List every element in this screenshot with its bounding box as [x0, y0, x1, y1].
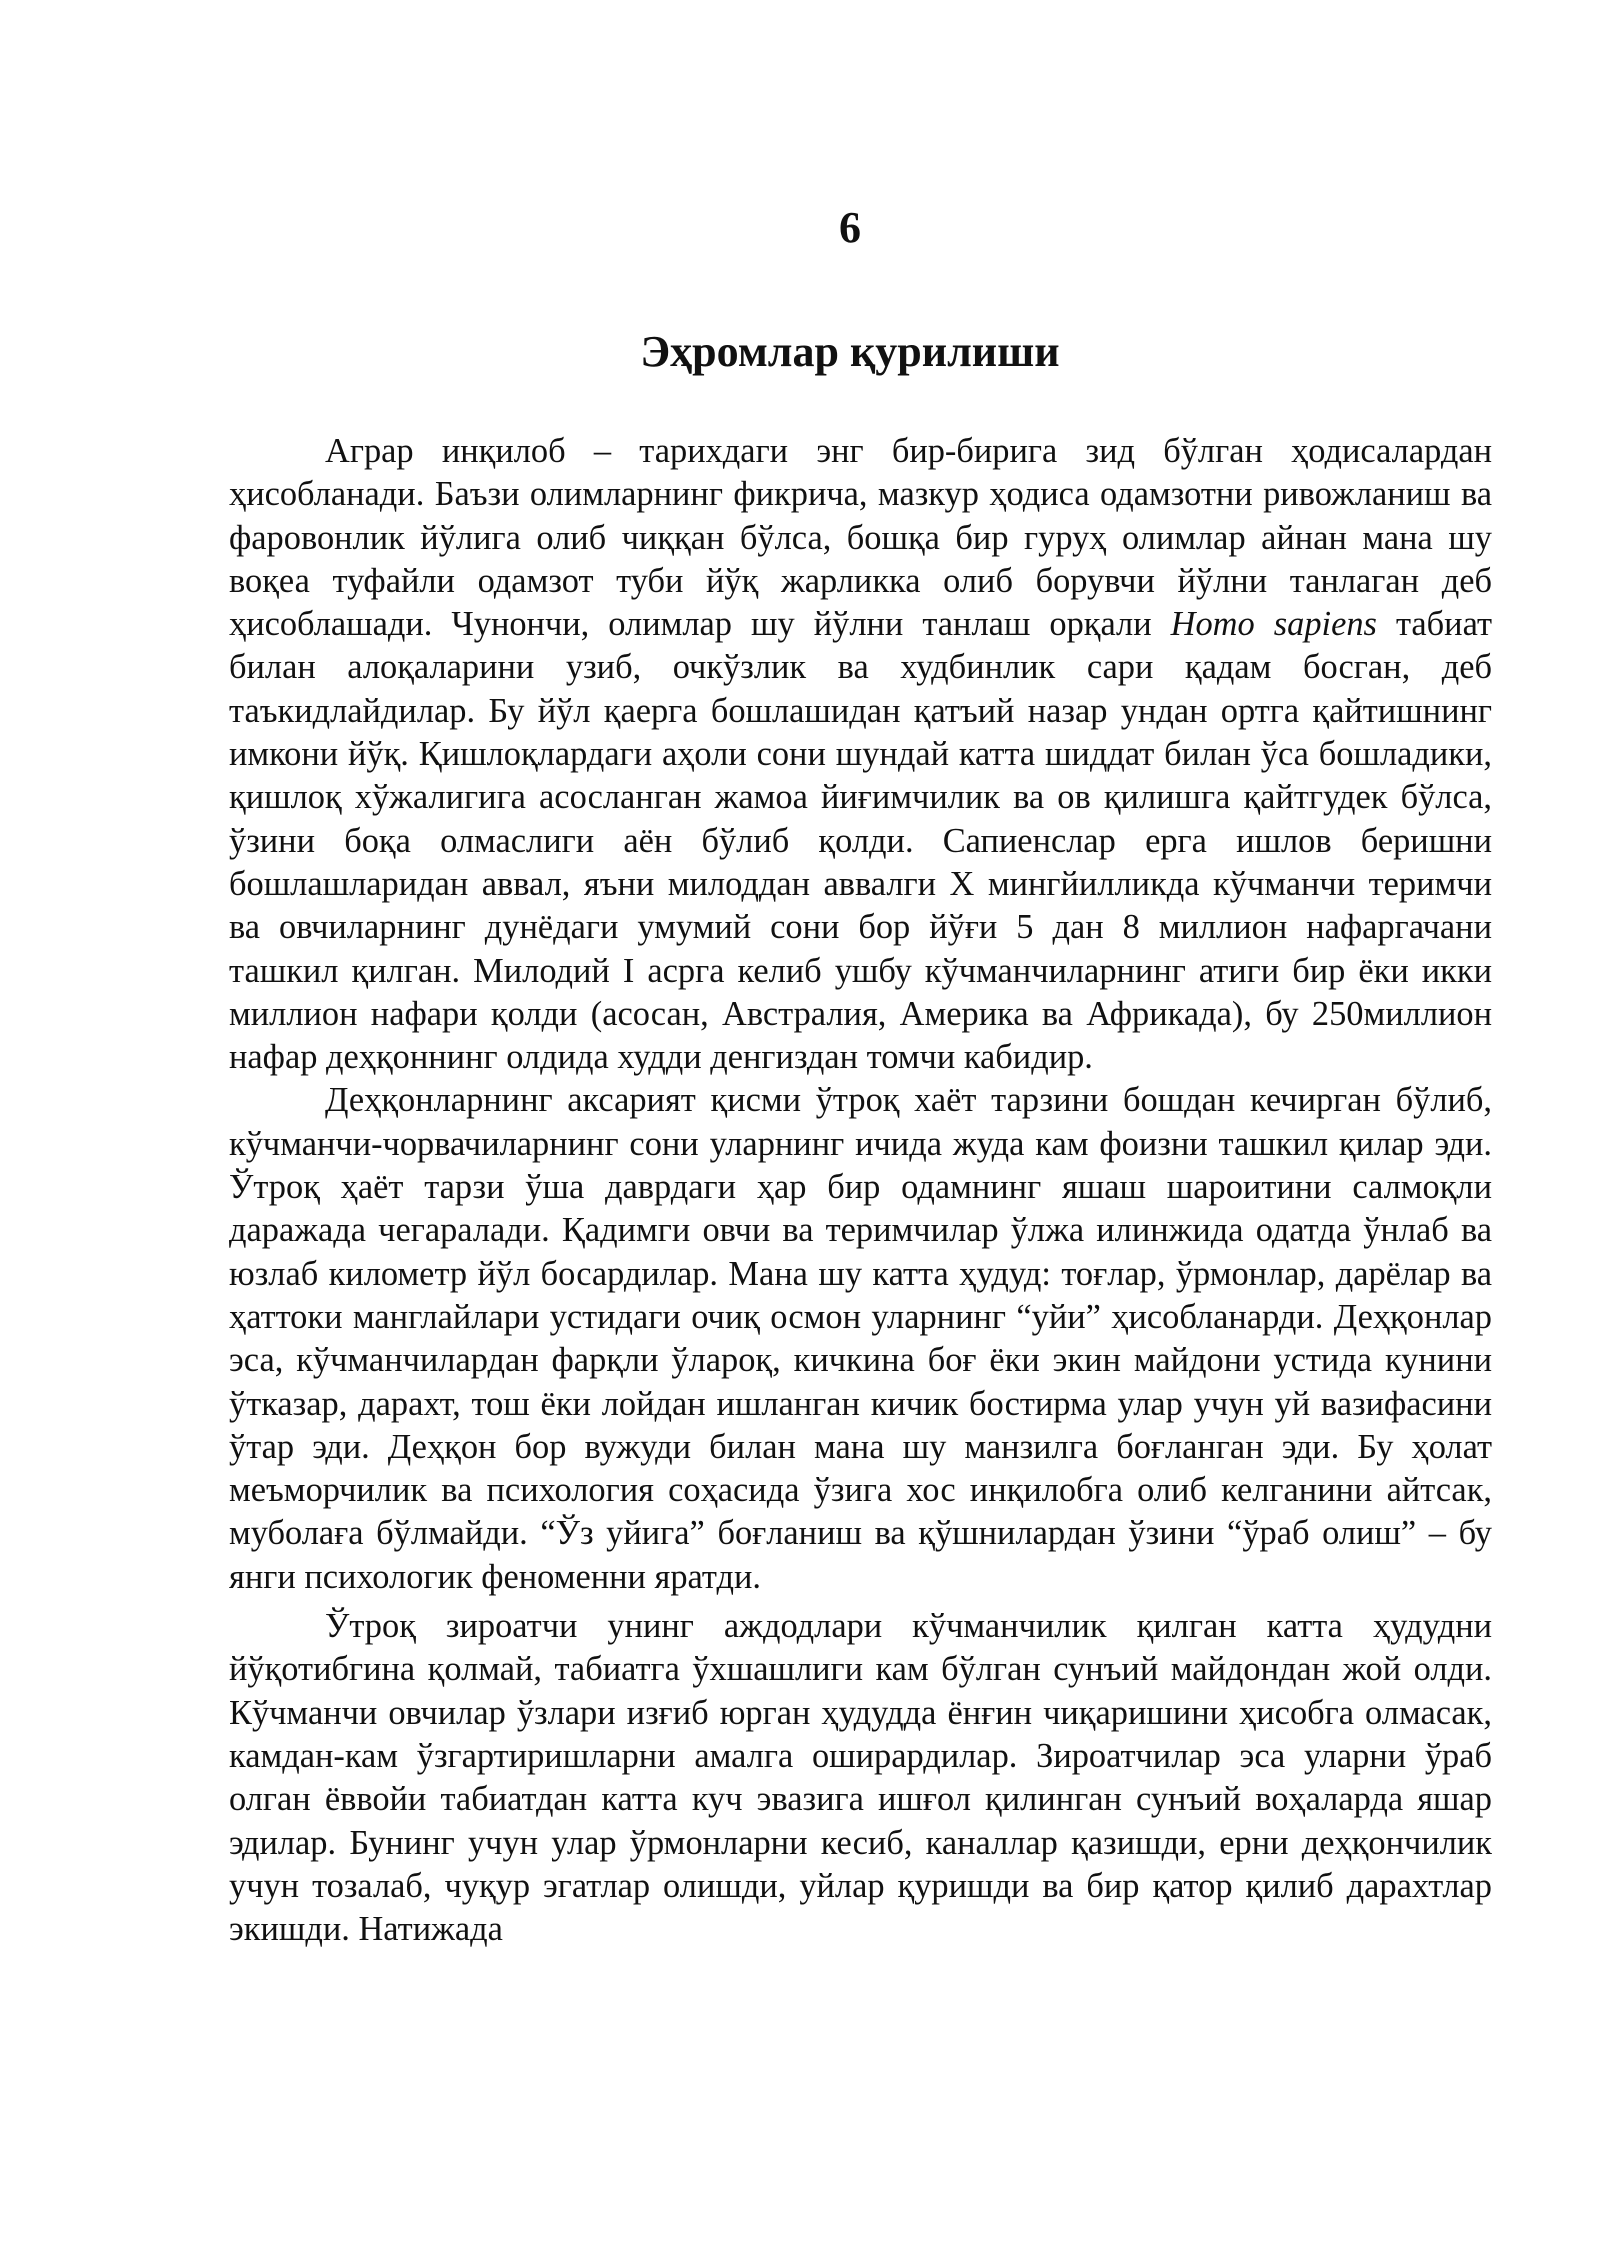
- paragraph-1-text-start: Аграр инқилоб – тарихдаги энг бир-бирига зид бўлган ҳодисалардан ҳисобланади. Баъзи олимларнинг фикрича, мазкур ҳодиса одамзотни ривожланиш ва фаровонлик йўлига олиб чиққан бўлса, бошқа бир гуруҳ олимлар айнан мана шу воқеа туфайли одамзот туби йўқ жарликка олиб борувчи йўлни танлаган деб ҳисоблашади. Чунончи, олимлар шу йўлни танлаш орқали: [229, 432, 1492, 644]
- paragraph-3: Ўтроқ зироатчи унинг аждодлари кўчманчилик қилган катта ҳудудни йўқотибгина қолмай, табиатга ўхшашлиги кам бўлган сунъий майдондан жой олди. Кўчманчи овчилар ўзлари изғиб юрган ҳудудда ёнғин чиқаришини ҳисобга олмасак, камдан-кам ўзгартиришларни амалга оширардилар. Зироатчилар эса уларни ўраб олган ёввойи табиатдан катта куч эвазига ишғол қилинган сунъий воҳаларда яшар эдилар. Бунинг учун улар ўрмонларни кесиб, каналлар қазишди, ерни деҳқончилик учун тозалаб, чуқур эгатлар олишди, уйлар қуришди ва бир қатор қилиб дарахтлар экишди. Натижада: [229, 1607, 1492, 1949]
- paragraph-1-text-end: табиат билан алоқаларини узиб, очкўзлик ва худбинлик сари қадам босган, деб таъкидлайдилар. Бу йўл қаерга бошлашидан қатъий назар ундан ортга қайтишнинг имкони йўқ. Қишлоқлардаги аҳоли сони шундай катта шиддат билан ўса бошладики, қишлоқ хўжалигига асосланган жамоа йиғимчилик ва ов қилишга қайтгудек бўлса, ўзини боқа олмаслиги аён бўлиб қолди. Сапиенслар ерга ишлов беришни бошлашларидан аввал, яъни милоддан аввалги X мингйилликда кўчманчи теримчи ва овчиларнинг дунёдаги умумий сони бор йўғи 5 дан 8 миллион нафаргачани ташкил қилган. Милодий I асрга келиб ушбу кўчманчиларнинг атиги бир ёки икки миллион нафари қолди (асосан, Австралия, Америка ва Африкада), бу 250миллион нафар деҳқоннинг олдида худди денгиздан томчи кабидир.: [229, 605, 1492, 1077]
- paragraph-2: Деҳқонларнинг аксарият қисми ўтроқ хаёт тарзини бошдан кечирган бўлиб, кўчманчи-чорвачиларнинг сони уларнинг ичида жуда кам фоизни ташкил қилар эди. Ўтроқ ҳаёт тарзи ўша даврдаги ҳар бир одамнинг яшаш шароитини салмоқли даражада чегаралади. Қадимги овчи ва теримчилар ўлжа илинжида одатда ўнлаб ва юзлаб километр йўл босардилар. Мана шу катта ҳудуд: тоғлар, ўрмонлар, дарёлар ва ҳаттоки манглайлари устидаги очиқ осмон уларнинг “уйи” ҳисобланарди. Деҳқонлар эса, кўчманчилардан фарқли ўлароқ, кичкина боғ ёки экин майдони устида кунини ўтказар, дарахт, тош ёки лойдан ишланган кичик бостирма улар учун уй вазифасини ўтар эди. Деҳқон бор вужуди билан мана шу манзилга боғланган эди. Бу ҳолат меъморчилик ва психология соҳасида ўзига хос инқилобга олиб келганини айтсак, муболаға бўлмайди. “Ўз уйига” боғланиш ва қўшнилардан ўзини “ўраб олиш” – бу янги психологик феноменни яратди.: [229, 1081, 1492, 1596]
- paragraph-1: [229, 430, 1492, 1079]
- chapter-number: 6: [839, 203, 861, 252]
- chapter-title: Эҳромлар қурилиши: [640, 327, 1060, 376]
- species-name-italic: Homo sapiens: [1170, 605, 1377, 644]
- body-text: [229, 430, 1492, 1951]
